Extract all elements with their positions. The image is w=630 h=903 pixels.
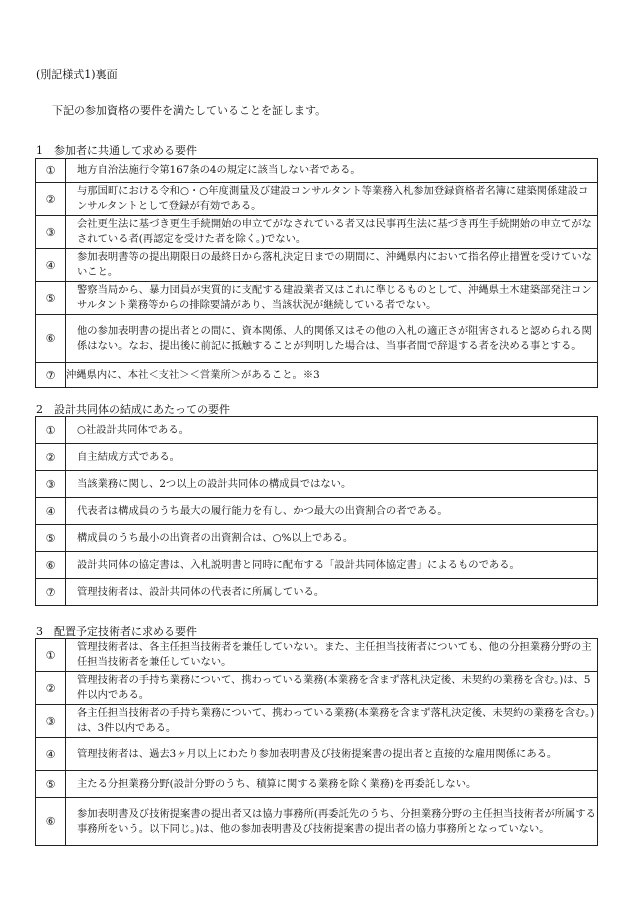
item-number: ⑥ xyxy=(36,315,66,363)
table-row xyxy=(36,444,598,471)
table-row xyxy=(36,159,598,183)
item-number: ⑦ xyxy=(36,579,66,606)
table-row xyxy=(36,798,598,846)
table-row xyxy=(36,552,598,579)
item-text: 参加表明書及び技術提案書の提出者又は協力事務所(再委託先のうち、分担業務分野の主任担当技術者が所属する事務所をいう。以下同じ。)は、他の参加表明書及び技術提案書の提出者の協力事務所となっていない。 xyxy=(77,807,596,835)
item-number: ② xyxy=(36,444,66,471)
item-text: 管理技術者の手持ち業務について、携わっている業務(本業務を含まず落札決定後、未契約の業務を含む。)は、5件以内である。 xyxy=(77,674,591,701)
item-text: 他の参加表明書の提出者との間に、資本関係、人的関係又はその他の入札の適正さが阻害されると認められる関係はない。なお、提出後に前記に抵触することが判明した場合は、当事者間で辞退する者を決める事とする。 xyxy=(77,324,592,352)
item-number: ③ xyxy=(36,471,66,498)
section-3-title: 3 配置予定技術者に求める要件 xyxy=(36,625,197,638)
item-number: ⑤ xyxy=(36,771,66,798)
item-text: 会社更生法に基づき更生手続開始の申立てがなされている者又は民事再生法に基づき再生手続開始の申立てがなされている者(再認定を受けた者を除く。)でない。 xyxy=(77,218,592,245)
table-row xyxy=(36,639,598,672)
table-row xyxy=(36,771,598,798)
item-number: ① xyxy=(36,159,66,183)
item-text: 主たる分担業務分野(設計分野のうち、積算に関する業務を除く業務)を再委託しない。 xyxy=(77,777,477,790)
item-number: ③ xyxy=(36,216,66,249)
item-text: 地方自治法施行令第167条の4の規定に該当しない者である。 xyxy=(77,164,361,176)
table-row xyxy=(36,579,598,606)
item-text: 与那国町における令和○・○年度測量及び建設コンサルタント等業務入札参加登録資格者名簿に建築関係建設コンサルタントとして登録が有効である。 xyxy=(77,185,589,212)
item-number: ④ xyxy=(36,738,66,771)
item-number: ② xyxy=(36,183,66,216)
item-number: ⑦ xyxy=(36,363,66,388)
item-text: 設計共同体の協定書は、入札説明書と同時に配布する「設計共同体協定書」によるものである。 xyxy=(77,558,520,571)
table-row xyxy=(36,525,598,552)
section-2-title: 2 設計共同体の結成にあたっての要件 xyxy=(36,403,230,416)
intro-statement: 下記の参加資格の要件を満たしていることを証します。 xyxy=(52,104,327,117)
table-row xyxy=(36,471,598,498)
table-row xyxy=(36,249,598,282)
section-1-title: 1 参加者に共通して求める要件 xyxy=(36,144,197,157)
item-text: 自主結成方式である。 xyxy=(77,450,180,463)
item-text: 各主任担当技術者の手持ち業務について、携わっている業務(本業務を含まず落札決定後、未契約の業務を含む。)は、3件以内である。 xyxy=(77,707,595,734)
item-text: 管理技術者は、設計共同体の代表者に所属している。 xyxy=(77,585,325,598)
table-row xyxy=(36,672,598,705)
item-text: 管理技術者は、各主任担当技術者を兼任していない。また、主任担当技術者についても、他の分担業務分野の主任担当技術者を兼任していない。 xyxy=(77,641,592,668)
item-text: 当該業務に関し、2つ以上の設計共同体の構成員ではない。 xyxy=(77,477,352,490)
table-row xyxy=(36,216,598,249)
form-label: (別記様式1)裏面 xyxy=(36,68,118,81)
table-row xyxy=(36,315,598,363)
table-row xyxy=(36,363,598,388)
table-row xyxy=(36,738,598,771)
item-number: ① xyxy=(36,639,66,672)
item-number: ⑥ xyxy=(36,798,66,846)
item-text: 管理技術者は、過去3ヶ月以上にわたり参加表明書及び技術提案書の提出者と直接的な雇用関係にある。 xyxy=(77,747,558,760)
section-2-table xyxy=(35,416,598,606)
item-number: ⑤ xyxy=(36,282,66,315)
item-number: ④ xyxy=(36,498,66,525)
table-row xyxy=(36,282,598,315)
item-text: 参加表明書等の提出期限日の最終日から落札決定日までの期間に、沖縄県内において指名停止措置を受けていないこと。 xyxy=(77,251,592,278)
item-text: 沖縄県内に、本社＜支社＞＜営業所＞があること。※3 xyxy=(66,368,320,381)
table-row xyxy=(36,498,598,525)
item-number: ⑤ xyxy=(36,525,66,552)
item-number: ⑥ xyxy=(36,552,66,579)
table-row xyxy=(36,705,598,738)
table-row xyxy=(36,183,598,216)
section-3-table xyxy=(35,638,598,846)
item-text: 代表者は構成員のうち最大の履行能力を有し、かつ最大の出資割合の者である。 xyxy=(77,504,448,517)
item-number: ① xyxy=(36,417,66,444)
table-row xyxy=(36,417,598,444)
item-text: 警察当局から、暴力団員が実質的に支配する建設業者又はこれに準じるものとして、沖縄県土木建築部発注コンサルタント業務等からの排除要請があり、当該状況が継続している者でない。 xyxy=(77,284,592,311)
item-number: ③ xyxy=(36,705,66,738)
item-text: ○社設計共同体である。 xyxy=(77,423,189,436)
item-number: ④ xyxy=(36,249,66,282)
item-text: 構成員のうち最小の出資者の出資割合は、○%以上である。 xyxy=(77,531,354,544)
item-number: ② xyxy=(36,672,66,705)
section-1-table xyxy=(35,158,598,388)
